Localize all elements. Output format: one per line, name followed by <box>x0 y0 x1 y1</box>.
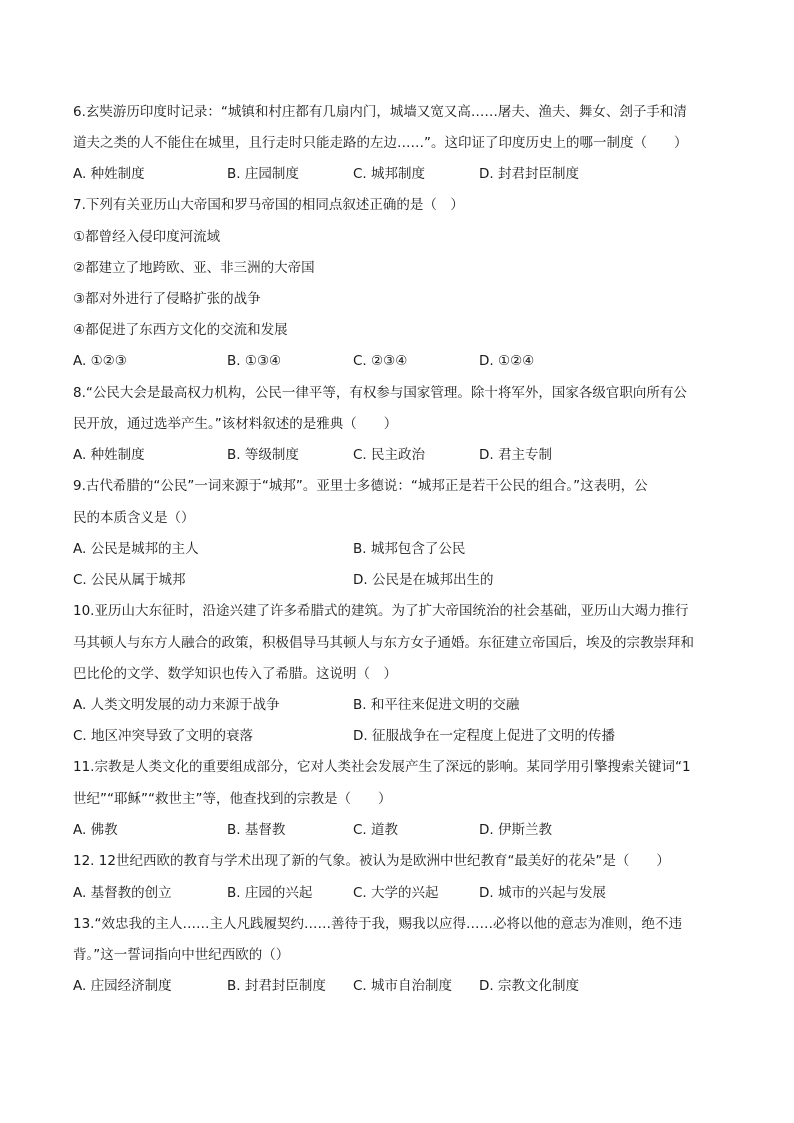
question-6-line-2: 道夫之类的人不能住在城里，且行走时只能走路的左边……”。这印证了印度历史上的哪一制度（ ） <box>73 135 688 151</box>
question-13-option-a[interactable]: A. 庄园经济制度 <box>73 978 172 994</box>
question-8-option-d[interactable]: D. 君主专制 <box>479 447 552 463</box>
question-9-line-2: 民的本质含义是（） <box>73 510 195 526</box>
question-8-line-2: 民开放，通过选举产生。”该材料叙述的是雅典（ ） <box>73 416 398 432</box>
question-11-option-b[interactable]: B. 基督教 <box>227 822 286 838</box>
question-7-option-c[interactable]: C. ②③④ <box>353 353 408 369</box>
question-9-line-1: 9.古代希腊的“公民”一词来源于“城邦”。亚里士多德说：“城邦正是若干公民的组合。”这表明，公 <box>73 478 648 494</box>
question-8-option-a[interactable]: A. 种姓制度 <box>73 447 145 463</box>
question-11-line-2: 世纪”“耶稣”“救世主”等，他查找到的宗教是（ ） <box>73 791 392 807</box>
question-10-line-3: 巴比伦的文学、数学知识也传入了希腊。这说明（ ） <box>73 666 397 682</box>
question-6-option-a[interactable]: A. 种姓制度 <box>73 166 145 182</box>
question-10-option-c[interactable]: C. 地区冲突导致了文明的衰落 <box>73 728 254 744</box>
question-13-line-1: 13.“效忠我的主人……主人凡践履契约……善待于我，赐我以应得……必将以他的意志为准则，绝不违 <box>73 916 682 932</box>
question-13-option-b[interactable]: B. 封君封臣制度 <box>227 978 326 994</box>
question-10-option-a[interactable]: A. 人类文明发展的动力来源于战争 <box>73 697 280 713</box>
question-11-option-c[interactable]: C. 道教 <box>353 822 399 838</box>
question-7-option-d[interactable]: D. ①②④ <box>479 353 535 369</box>
question-11-line-1: 11.宗教是人类文化的重要组成部分，它对人类社会发展产生了深远的影响。某同学用引擎搜索关键词“1 <box>73 759 691 775</box>
question-7-statement-2: ②都建立了地跨欧、亚、非三洲的大帝国 <box>73 260 315 276</box>
question-10-line-2: 马其顿人与东方人融合的政策，积极倡导马其顿人与东方女子通婚。东征建立帝国后，埃及的宗教崇拜和 <box>73 635 694 651</box>
question-9-option-a[interactable]: A. 公民是城邦的主人 <box>73 541 199 557</box>
question-10-line-1: 10.亚历山大东征时，沿途兴建了许多希腊式的建筑。为了扩大帝国统治的社会基础，亚历山大竭力推行 <box>73 603 689 619</box>
question-9-option-c[interactable]: C. 公民从属于城邦 <box>73 572 186 588</box>
question-7-statement-1: ①都曾经入侵印度河流域 <box>73 229 221 245</box>
question-12-option-b[interactable]: B. 庄园的兴起 <box>227 885 313 901</box>
question-13-option-d[interactable]: D. 宗教文化制度 <box>479 978 579 994</box>
question-13-line-2: 背。”这一誓词指向中世纪西欧的（） <box>73 947 290 963</box>
question-10-option-b[interactable]: B. 和平往来促进文明的交融 <box>353 697 520 713</box>
question-13-option-c[interactable]: C. 城市自治制度 <box>353 978 453 994</box>
question-6-option-c[interactable]: C. 城邦制度 <box>353 166 426 182</box>
question-7-option-a[interactable]: A. ①②③ <box>73 353 127 369</box>
question-12-option-c[interactable]: C. 大学的兴起 <box>353 885 439 901</box>
question-8-line-1: 8.“公民大会是最高权力机构，公民一律平等，有权参与国家管理。除十将军外，国家各级官职向所有公 <box>73 385 687 401</box>
question-6-option-d[interactable]: D. 封君封臣制度 <box>479 166 579 182</box>
question-11-option-d[interactable]: D. 伊斯兰教 <box>479 822 552 838</box>
question-6-line-1: 6.玄奘游历印度时记录：“城镇和村庄都有几扇内门，城墙又宽又高……屠夫、渔夫、舞女、刽子手和清 <box>73 104 687 120</box>
question-12-option-a[interactable]: A. 基督教的创立 <box>73 885 172 901</box>
question-7-option-b[interactable]: B. ①③④ <box>227 353 282 369</box>
question-12-line-1: 12. 12世纪西欧的教育与学术出现了新的气象。被认为是欧洲中世纪教育“最美好的花朵”是（ ） <box>73 853 670 869</box>
question-6-option-b[interactable]: B. 庄园制度 <box>227 166 299 182</box>
question-7-line-1: 7.下列有关亚历山大帝国和罗马帝国的相同点叙述正确的是（ ） <box>73 197 464 213</box>
question-8-option-b[interactable]: B. 等级制度 <box>227 447 299 463</box>
question-12-option-d[interactable]: D. 城市的兴起与发展 <box>479 885 606 901</box>
question-11-option-a[interactable]: A. 佛教 <box>73 822 118 838</box>
question-9-option-b[interactable]: B. 城邦包含了公民 <box>353 541 466 557</box>
question-7-statement-3: ③都对外进行了侵略扩张的战争 <box>73 291 261 307</box>
question-8-option-c[interactable]: C. 民主政治 <box>353 447 426 463</box>
question-10-option-d[interactable]: D. 征服战争在一定程度上促进了文明的传播 <box>353 728 615 744</box>
question-7-statement-4: ④都促进了东西方文化的交流和发展 <box>73 322 288 338</box>
question-9-option-d[interactable]: D. 公民是在城邦出生的 <box>353 572 494 588</box>
